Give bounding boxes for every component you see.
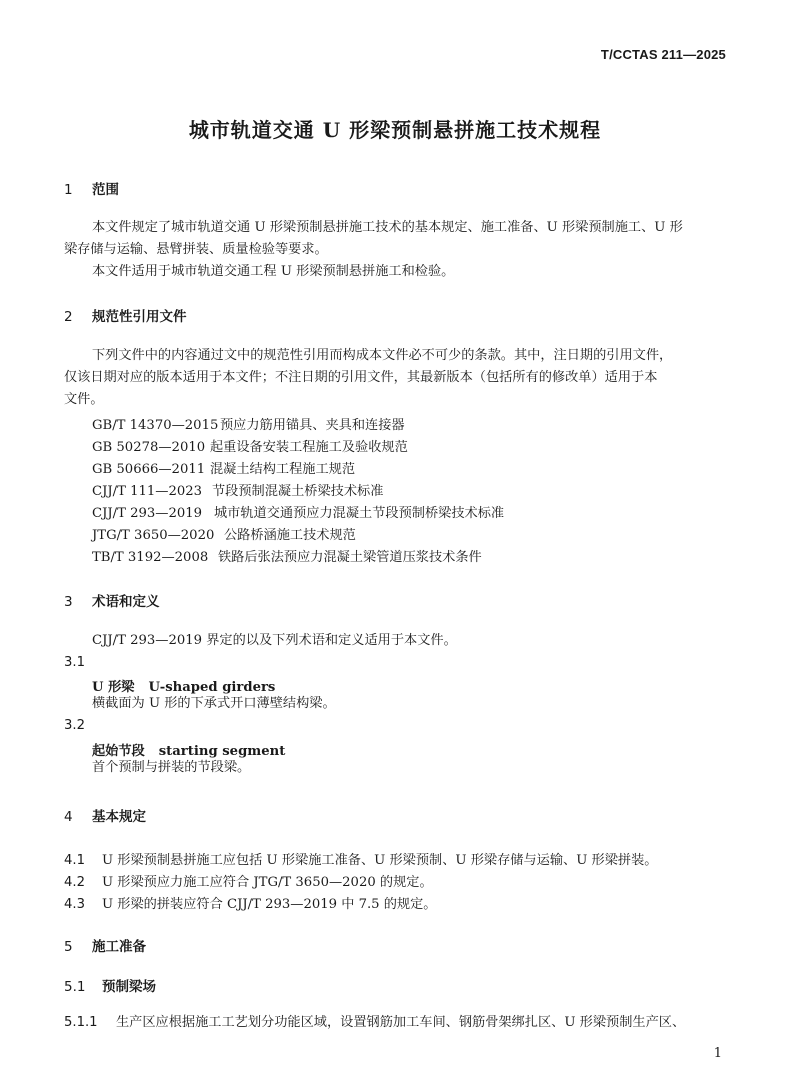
section-number: 1 (64, 182, 73, 198)
section-title: 规范性引用文件 (92, 309, 187, 325)
reference-item: CJJ/T 111—2023 节段预制混凝土桥梁技术标准 (92, 484, 384, 499)
section-4-heading (64, 805, 146, 825)
reference-item: CJJ/T 293—2019 城市轨道交通预应力混凝土节段预制桥梁技术标准 (92, 506, 505, 521)
section-title: 基本规定 (92, 809, 146, 825)
section-5-heading (64, 935, 146, 955)
reference-item: JTG/T 3650—2020 公路桥涵施工技术规范 (92, 528, 356, 543)
section-1-paragraph-2: 本文件适用于城市轨道交通工程 U 形梁预制悬拼施工和检验。 (92, 264, 455, 279)
clause-4-1: 4.1 U 形梁预制悬拼施工应包括 U 形梁施工准备、U 形梁预制、U 形梁存储与运输、U 形梁拼装。 (64, 853, 658, 868)
section-1-heading (64, 178, 119, 198)
section-title: 施工准备 (92, 939, 146, 955)
page-number: 1 (713, 1046, 722, 1061)
reference-item: GB 50278—2010 起重设备安装工程施工及验收规范 (92, 440, 408, 455)
section-number: 4 (64, 809, 73, 825)
section-number: 2 (64, 309, 73, 325)
subsection-5-1-heading: 5.1 预制梁场 (64, 979, 156, 995)
section-title: 范围 (92, 182, 119, 198)
clause-4-3: 4.3 U 形梁的拼装应符合 CJJ/T 293—2019 中 7.5 的规定。 (64, 897, 437, 912)
section-2-paragraph-line-3: 文件。 (64, 392, 104, 407)
clause-4-2: 4.2 U 形梁预应力施工应符合 JTG/T 3650—2020 的规定。 (64, 875, 433, 890)
term-number: 3.2 (64, 718, 85, 733)
section-title: 术语和定义 (92, 594, 160, 610)
section-number: 5 (64, 939, 73, 955)
term-definition: 首个预制与拼装的节段梁。 (92, 760, 251, 775)
section-1-paragraph-1-line-1: 本文件规定了城市轨道交通 U 形梁预制悬拼施工技术的基本规定、施工准备、U 形梁预制施工、U 形 (92, 220, 683, 235)
reference-item: TB/T 3192—2008 铁路后张法预应力混凝土梁管道压浆技术条件 (92, 550, 482, 565)
section-2-paragraph-line-1: 下列文件中的内容通过文中的规范性引用而构成本文件必不可少的条款。其中，注日期的引用文件， (92, 348, 673, 363)
document-code: T/CCTAS 211—2025 (600, 47, 726, 62)
term-heading: U 形梁 U-shaped girders (92, 680, 276, 695)
section-3-intro: CJJ/T 293—2019 界定的以及下列术语和定义适用于本文件。 (92, 633, 457, 648)
section-1-paragraph-1-line-2: 梁存储与运输、悬臂拼装、质量检验等要求。 (64, 242, 328, 257)
clause-5-1-1: 5.1.1 生产区应根据施工工艺划分功能区域，设置钢筋加工车间、钢筋骨架绑扎区、U 形梁预制生产区、 (64, 1015, 686, 1030)
section-2-heading (64, 305, 187, 325)
reference-item: GB/T 14370—2015 预应力筋用锚具、夹具和连接器 (92, 418, 405, 433)
document-title: 城市轨道交通 U 形梁预制悬拼施工技术规程 (188, 118, 602, 142)
section-2-paragraph-line-2: 仅该日期对应的版本适用于本文件；不注日期的引用文件，其最新版本（包括所有的修改单）适用于本 (64, 370, 658, 385)
term-definition: 横截面为 U 形的下承式开口薄壁结构梁。 (92, 696, 336, 711)
reference-item: GB 50666—2011 混凝土结构工程施工规范 (92, 462, 356, 477)
section-3-heading (64, 590, 160, 610)
section-number: 3 (64, 594, 73, 610)
term-number: 3.1 (64, 655, 85, 670)
term-heading: 起始节段 starting segment (92, 744, 286, 759)
